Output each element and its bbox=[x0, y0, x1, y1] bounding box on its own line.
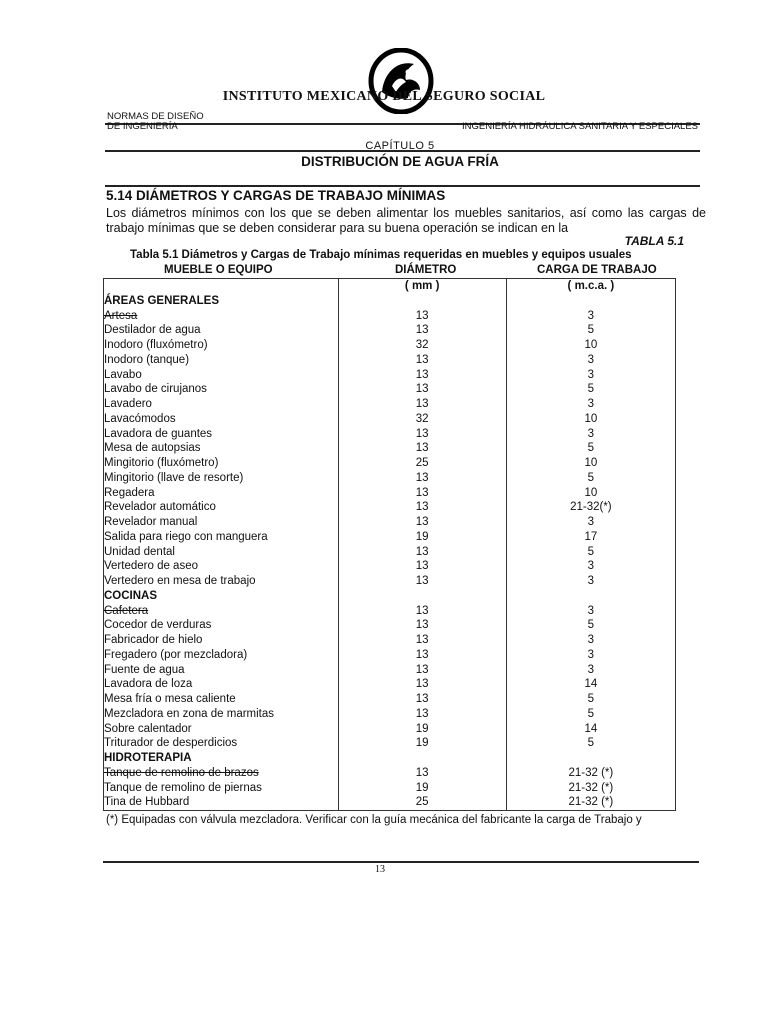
item-name: Lavadero bbox=[104, 398, 152, 410]
table-row bbox=[104, 663, 676, 678]
item-diameter: 13 bbox=[338, 427, 506, 442]
item-diameter: 13 bbox=[338, 309, 506, 324]
table-row bbox=[104, 677, 676, 692]
item-name: Fabricador de hielo bbox=[104, 634, 203, 646]
table-unit-row bbox=[104, 279, 676, 294]
item-load: 21-32 (*) bbox=[506, 795, 675, 810]
table-row bbox=[104, 471, 676, 486]
table-row bbox=[104, 500, 676, 515]
table-row bbox=[104, 648, 676, 663]
table-row bbox=[104, 766, 676, 781]
item-name: Sobre calentador bbox=[104, 722, 192, 735]
section-rule bbox=[105, 185, 700, 187]
item-load: 3 bbox=[506, 515, 675, 530]
item-diameter: 13 bbox=[338, 574, 506, 589]
item-name: Fregadero (por mezcladora) bbox=[104, 648, 248, 661]
table-row bbox=[104, 441, 676, 456]
item-diameter: 13 bbox=[338, 766, 506, 781]
item-load: 5 bbox=[506, 707, 675, 722]
item-load: 5 bbox=[506, 471, 675, 486]
item-diameter: 13 bbox=[338, 604, 506, 619]
table-row bbox=[104, 618, 676, 633]
item-load: 5 bbox=[506, 441, 675, 456]
item-name: Tina de Hubbard bbox=[104, 796, 190, 809]
item-load: 5 bbox=[506, 545, 675, 560]
item-diameter: 13 bbox=[338, 633, 506, 648]
item-load: 3 bbox=[506, 663, 675, 678]
table-row bbox=[104, 397, 676, 412]
item-load: 3 bbox=[506, 559, 675, 574]
item-load: 3 bbox=[506, 427, 675, 442]
item-name: Vertedero en mesa de trabajo bbox=[104, 575, 256, 587]
item-diameter: 13 bbox=[338, 663, 506, 678]
item-load: 10 bbox=[506, 456, 675, 471]
item-name: Artesa bbox=[104, 309, 138, 322]
item-name: Vertedero de aseo bbox=[104, 560, 198, 573]
item-load: 3 bbox=[506, 309, 675, 324]
table-row bbox=[104, 309, 676, 324]
item-name: Destilador de agua bbox=[104, 324, 201, 337]
table-row bbox=[104, 574, 676, 589]
item-name: Lavadora de loza bbox=[104, 678, 193, 691]
item-diameter: 13 bbox=[338, 559, 506, 574]
chapter-title: DISTRIBUCIÓN DE AGUA FRÍA bbox=[301, 154, 499, 169]
item-load: 3 bbox=[506, 368, 675, 383]
category-label: COCINAS bbox=[104, 589, 158, 602]
item-load: 17 bbox=[506, 530, 675, 545]
item-name: Mezcladora en zona de marmitas bbox=[104, 707, 275, 720]
header-left-line2: DE INGENIERÍA bbox=[107, 121, 178, 132]
table-row bbox=[104, 736, 676, 751]
item-diameter: 19 bbox=[338, 736, 506, 751]
item-name: Tanque de remolino de piernas bbox=[104, 781, 262, 794]
table-row bbox=[104, 486, 676, 501]
item-diameter: 13 bbox=[338, 648, 506, 663]
item-diameter: 13 bbox=[338, 692, 506, 707]
table-category-row bbox=[104, 751, 676, 766]
item-load: 14 bbox=[506, 677, 675, 692]
item-name: Salida para riego con manguera bbox=[104, 530, 268, 543]
item-name: Inodoro (tanque) bbox=[104, 353, 190, 366]
header-right-text: INGENIERÍA HIDRÁULICA SANITARIA Y ESPECIALES bbox=[462, 121, 698, 132]
item-diameter: 25 bbox=[338, 456, 506, 471]
table-row bbox=[104, 795, 676, 810]
footer-rule bbox=[103, 861, 699, 863]
table-label: TABLA 5.1 bbox=[624, 234, 684, 248]
table-category-row bbox=[104, 589, 676, 604]
item-load: 5 bbox=[506, 382, 675, 397]
item-name: Cocedor de verduras bbox=[104, 619, 212, 632]
table-row bbox=[104, 456, 676, 471]
item-name: Regadera bbox=[104, 486, 155, 499]
item-diameter: 13 bbox=[338, 471, 506, 486]
chapter-label: CAPÍTULO 5 bbox=[365, 140, 435, 152]
item-diameter: 19 bbox=[338, 530, 506, 545]
table-row bbox=[104, 707, 676, 722]
item-diameter: 13 bbox=[338, 486, 506, 501]
item-load: 21-32 (*) bbox=[506, 766, 675, 781]
table-category-row bbox=[104, 294, 676, 309]
item-diameter: 19 bbox=[338, 722, 506, 737]
unit-diameter: ( mm ) bbox=[338, 279, 506, 294]
table-row bbox=[104, 323, 676, 338]
item-load: 5 bbox=[506, 692, 675, 707]
table-row bbox=[104, 692, 676, 707]
table-footnote: (*) Equipadas con válvula mezcladora. Verificar con la guía mecánica del fabricante la carga de Trabajo y bbox=[106, 814, 642, 826]
item-name: Lavabo bbox=[104, 368, 142, 381]
item-name: Mesa fría o mesa caliente bbox=[104, 693, 236, 705]
section-heading: 5.14 DIÁMETROS Y CARGAS DE TRABAJO MÍNIMAS bbox=[106, 188, 446, 203]
item-load: 21-32 (*) bbox=[506, 781, 675, 796]
table-row bbox=[104, 781, 676, 796]
item-name: Lavacómodos bbox=[104, 412, 176, 425]
item-diameter: 13 bbox=[338, 323, 506, 338]
item-name: Mingitorio (fluxómetro) bbox=[104, 457, 219, 469]
table-caption: Tabla 5.1 Diámetros y Cargas de Trabajo mínimas requeridas en muebles y equipos usuales bbox=[130, 249, 632, 261]
item-load: 3 bbox=[506, 397, 675, 412]
header-left-line1: NORMAS DE DISEÑO bbox=[107, 111, 204, 122]
category-label: HIDROTERAPIA bbox=[104, 752, 192, 764]
item-diameter: 19 bbox=[338, 781, 506, 796]
table-row bbox=[104, 427, 676, 442]
category-label: ÁREAS GENERALES bbox=[104, 294, 220, 307]
item-diameter: 13 bbox=[338, 397, 506, 412]
item-name: Unidad dental bbox=[104, 545, 175, 558]
page-number: 13 bbox=[375, 864, 385, 875]
table-row bbox=[104, 604, 676, 619]
item-load: 3 bbox=[506, 633, 675, 648]
table-row bbox=[104, 338, 676, 353]
item-load: 5 bbox=[506, 618, 675, 633]
item-name: Cafetera bbox=[104, 604, 149, 617]
item-diameter: 13 bbox=[338, 353, 506, 368]
table-row bbox=[104, 368, 676, 383]
table-row bbox=[104, 382, 676, 397]
item-load: 5 bbox=[506, 323, 675, 338]
diameters-loads-table bbox=[103, 278, 676, 811]
section-paragraph: Los diámetros mínimos con los que se deben alimentar los muebles sanitarios, así como las cargas de trabajo mínimas que se deben considerar para su buena operación se indican en la bbox=[106, 206, 706, 235]
table-row bbox=[104, 545, 676, 560]
item-diameter: 32 bbox=[338, 338, 506, 353]
item-diameter: 13 bbox=[338, 441, 506, 456]
item-diameter: 13 bbox=[338, 545, 506, 560]
item-name: Inodoro (fluxómetro) bbox=[104, 339, 208, 351]
table-row bbox=[104, 412, 676, 427]
table-row bbox=[104, 515, 676, 530]
item-diameter: 13 bbox=[338, 368, 506, 383]
item-name: Revelador automático bbox=[104, 501, 216, 514]
item-name: Fuente de agua bbox=[104, 663, 185, 676]
item-name: Triturador de desperdicios bbox=[104, 737, 238, 750]
unit-load: ( m.c.a. ) bbox=[506, 279, 675, 294]
table-row bbox=[104, 633, 676, 648]
item-load: 10 bbox=[506, 338, 675, 353]
column-header-load: CARGA DE TRABAJO bbox=[537, 264, 657, 276]
item-load: 10 bbox=[506, 412, 675, 427]
item-load: 14 bbox=[506, 722, 675, 737]
item-name: Mingitorio (llave de resorte) bbox=[104, 471, 244, 484]
item-load: 3 bbox=[506, 574, 675, 589]
item-name: Lavabo de cirujanos bbox=[104, 383, 207, 396]
item-name: Mesa de autopsias bbox=[104, 442, 201, 455]
item-load: 3 bbox=[506, 648, 675, 663]
column-header-diameter: DIÁMETRO bbox=[395, 264, 457, 276]
item-name: Revelador manual bbox=[104, 516, 198, 528]
item-diameter: 13 bbox=[338, 382, 506, 397]
item-name: Lavadora de guantes bbox=[104, 427, 213, 440]
table-row bbox=[104, 722, 676, 737]
item-load: 21-32(*) bbox=[506, 500, 675, 515]
item-load: 10 bbox=[506, 486, 675, 501]
item-diameter: 13 bbox=[338, 515, 506, 530]
table-row bbox=[104, 559, 676, 574]
item-diameter: 13 bbox=[338, 618, 506, 633]
item-diameter: 25 bbox=[338, 795, 506, 810]
item-diameter: 13 bbox=[338, 500, 506, 515]
table-row bbox=[104, 353, 676, 368]
item-load: 5 bbox=[506, 736, 675, 751]
item-name: Tanque de remolino de brazos bbox=[104, 766, 259, 779]
item-load: 3 bbox=[506, 604, 675, 619]
institution-name: INSTITUTO MEXICANO DEL SEGURO SOCIAL bbox=[222, 89, 546, 104]
table-row bbox=[104, 530, 676, 545]
item-diameter: 13 bbox=[338, 677, 506, 692]
item-diameter: 32 bbox=[338, 412, 506, 427]
column-header-item: MUEBLE O EQUIPO bbox=[164, 264, 273, 276]
item-diameter: 13 bbox=[338, 707, 506, 722]
item-load: 3 bbox=[506, 353, 675, 368]
